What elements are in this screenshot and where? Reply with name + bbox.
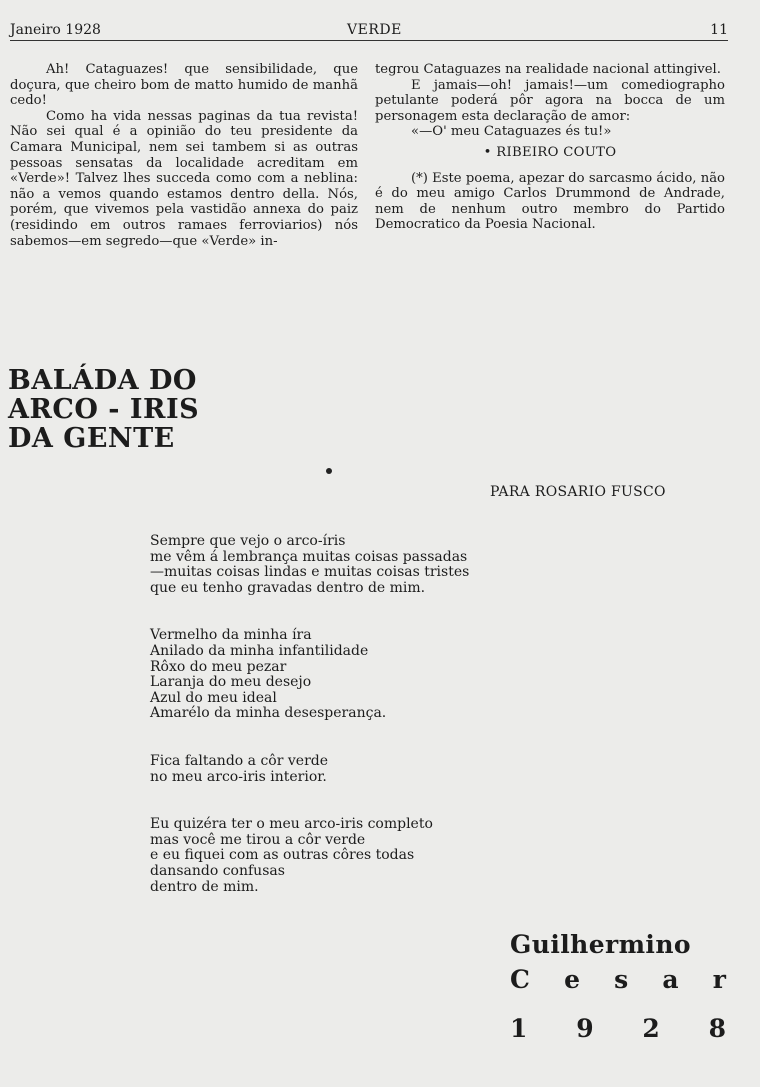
verse-line: dentro de mim. [150,878,259,895]
digit: 9 [576,1014,594,1043]
header-date: Janeiro 1928 [10,22,101,38]
verse-line: Rôxo do meu pezar [150,658,287,675]
stanza [150,754,469,785]
paragraph: Como ha vida nessas paginas da tua revista! Não sei qual é a opinião do teu presidente da Camara Municipal, nem sei tambem si as outras pessoas sensatas da localidade acreditam em «Verde»! Talvez lhes succeda como com a neblina: não a vemos quando estamos dentro della. Nós, porém, que vivemos pela vastidão annexa do paiz (residindo em outros ramaes ferroviarios) nós sabemos—em segredo—que «Verde» in- [10,108,358,249]
verse-line: Anilado da minha infantilidade [150,642,369,659]
stanza [150,817,469,895]
verse-line: me vêm á lembrança muitas coisas passadas [150,548,468,565]
verse-line: —muitas coisas lindas e muitas coisas tristes [150,564,470,581]
header-page-number: 11 [710,22,728,38]
digit: 8 [708,1014,726,1043]
poem-title [8,366,199,453]
stanza [150,534,469,596]
verse-line: no meu arco-iris interior. [150,768,327,785]
author-last-name [510,965,726,994]
digit: 1 [510,1014,528,1043]
author-year [510,1014,726,1043]
poem-title-line: DA GENTE [8,423,175,454]
verse-line: Laranja do meu desejo [150,674,312,691]
dedication: PARA ROSARIO FUSCO [490,484,666,500]
paragraph: Ah! Cataguazes! que sensibilidade, que doçura, que cheiro bom de matto humido de manhã cedo! [10,62,358,109]
paragraph: tegrou Cataguazes na realidade nacional attingivel. [375,62,721,77]
letter: a [662,965,679,994]
verse-line: Azul do meu ideal [150,689,277,706]
poem-title-line: BALÁDA DO [8,365,197,396]
header-magazine-title: VERDE [347,22,402,38]
paragraph: «—O' meu Cataguazes és tu!» [411,124,612,140]
verse-line: mas você me tirou a côr verde [150,831,366,848]
author-first-name: Guilhermino [510,930,691,959]
verse-line: dansando confusas [150,862,285,879]
page-header [10,20,728,41]
author-signature [510,930,726,1063]
letter: s [614,965,629,994]
stanza [150,628,469,722]
verse-line: que eu tenho gravadas dentro de mim. [150,579,426,596]
letter: e [564,965,580,994]
letter: C [510,965,530,994]
bullet-ornament [326,468,332,474]
verse-line: Eu quizéra ter o meu arco-iris completo [150,816,433,833]
verse-line: e eu fiquei com as outras côres todas [150,847,415,864]
verse-line: Vermelho da minha íra [150,627,312,644]
paragraph: E jamais—oh! jamais!—um comediographo petulante poderá pôr agora na bocca de um personagem esta declaração de amor: [375,77,725,124]
digit: 2 [642,1014,660,1043]
footnote: (*) Este poema, apezar do sarcasmo ácido, não é do meu amigo Carlos Drummond de Andrade, nem de nenhum outro membro do Partido Democratico da Poesia Nacional. [375,170,725,233]
verse-line: Fica faltando a côr verde [150,752,329,769]
verse-line: Sempre que vejo o arco-íris [150,533,346,549]
letter: r [712,965,726,994]
signature: • RIBEIRO COUTO [483,144,617,160]
column-right [375,62,725,233]
poem-title-line: ARCO - IRIS [8,394,200,425]
column-left [10,62,358,249]
poem-body [150,534,469,927]
verse-line: Amarélo da minha desesperança. [150,705,387,722]
